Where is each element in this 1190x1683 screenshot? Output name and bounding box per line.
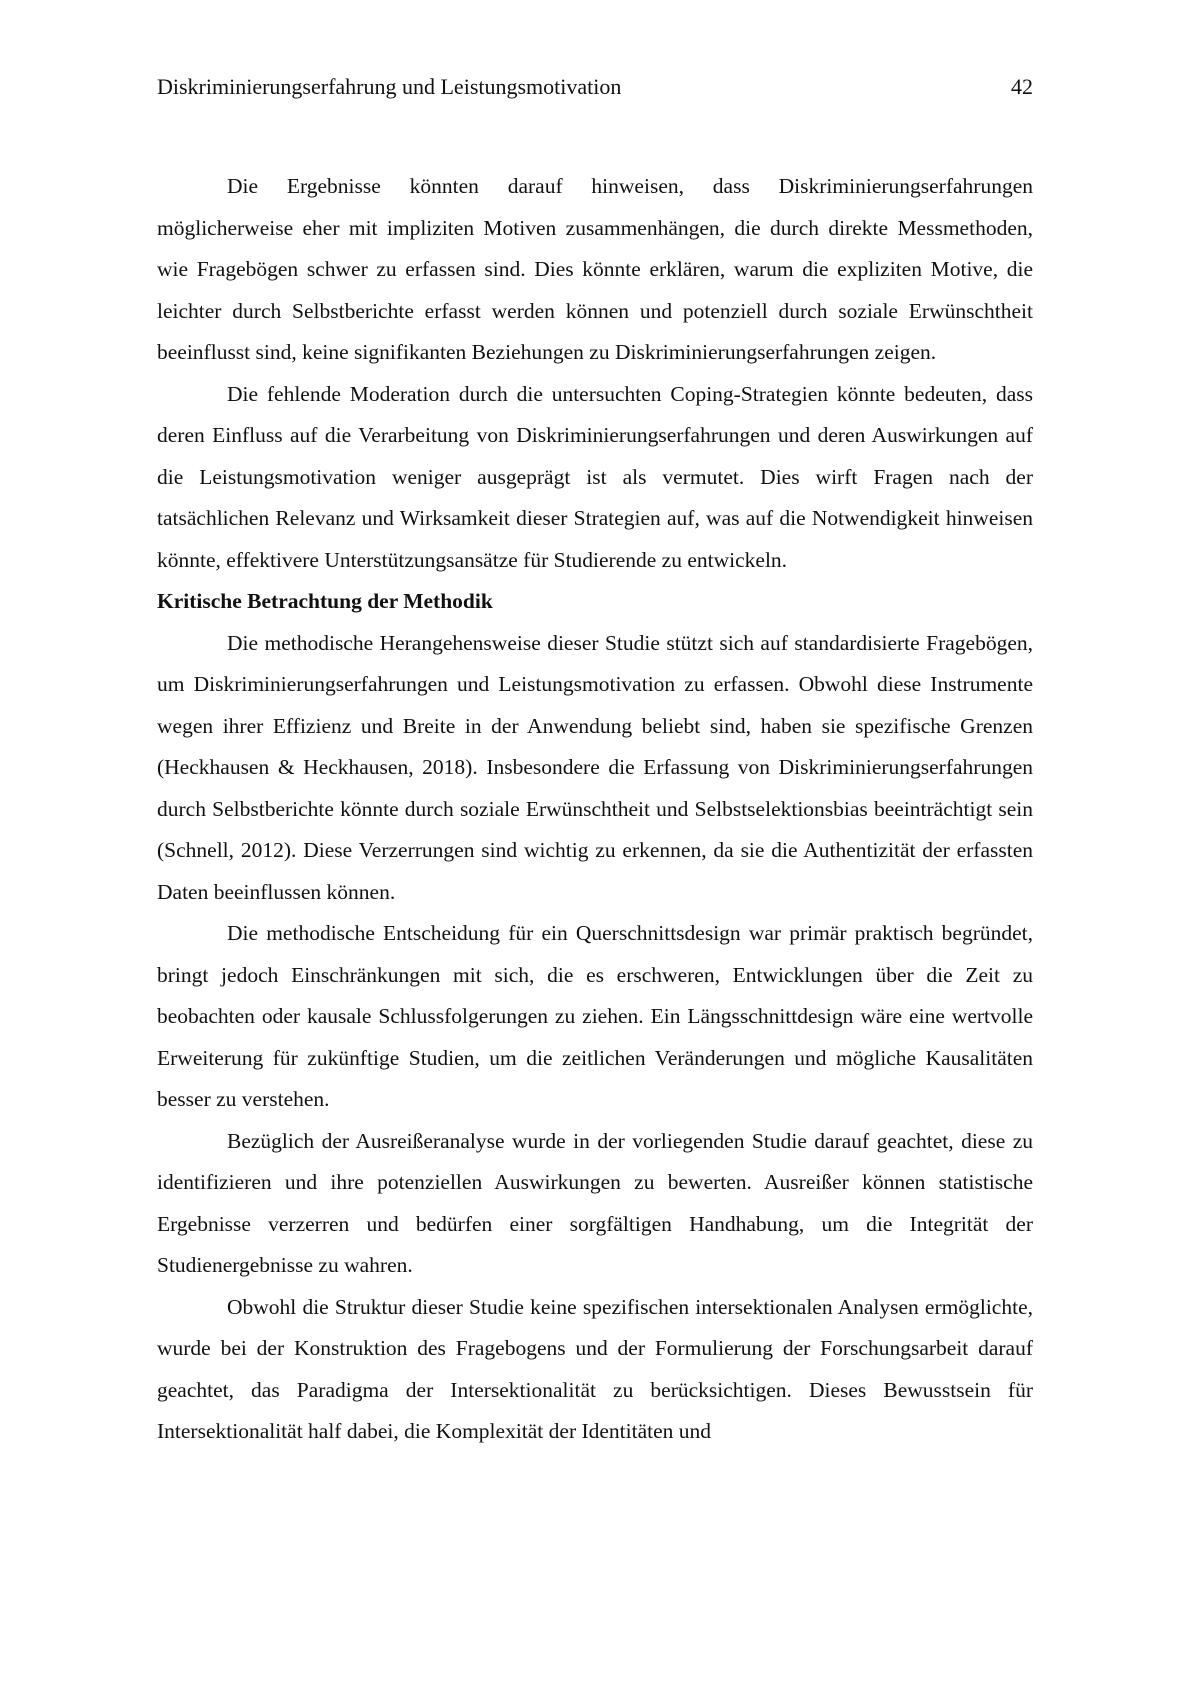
page-number: 42 [1011,74,1033,99]
paragraph-intersectionality: Obwohl die Struktur dieser Studie keine spezifischen intersektionalen Analysen ermöglichte, wurde bei der Konstruktion des Fragebogens und der Formulierung der Forschungsarbeit darauf geachtet, das Paradigma der Intersektionalität zu berücksichtigen. Dieses Bewusstsein für Intersektionalität half dabei, die Komplexität der Identitäten und [157,1294,1033,1443]
running-title: Diskriminierungserfahrung und Leistungsmotivation [157,74,622,99]
body-text [157,166,1033,1453]
section-heading: Kritische Betrachtung der Methodik [157,589,493,613]
paragraph-methodology: Die methodische Herangehensweise dieser Studie stützt sich auf standardisierte Fragebögen, um Diskriminierungserfahrungen und Leistungsmotivation zu erfassen. Obwohl diese Instrumente wegen ihrer Effizienz und Breite in der Anwendung beliebt sind, haben sie spezifische Grenzen (Heckhausen & Heckhausen, 2018). Insbesondere die Erfassung von Diskriminierungserfahrungen durch Selbstberichte könnte durch soziale Erwünschtheit und Selbstselektionsbias beeinträchtigt sein (Schnell, 2012). Diese Verzerrungen sind wichtig zu erkennen, da sie die Authentizität der erfassten Daten beeinflussen können. [157,630,1033,904]
paragraph-outlier-analysis: Bezüglich der Ausreißeranalyse wurde in der vorliegenden Studie darauf geachtet, diese zu identifizieren und ihre potenziellen Auswirkungen zu bewerten. Ausreißer können statistische Ergebnisse verzerren und bedürfen einer sorgfältigen Handhabung, um die Integrität der Studienergebnisse zu wahren. [157,1128,1033,1277]
paragraph-cross-sectional-design: Die methodische Entscheidung für ein Querschnittsdesign war primär praktisch begründet, bringt jedoch Einschränkungen mit sich, die es erschweren, Entwicklungen über die Zeit zu beobachten oder kausale Schlussfolgerungen zu ziehen. Ein Längsschnittdesign wäre eine wertvolle Erweiterung für zukünftige Studien, um die zeitlichen Veränderungen und mögliche Kausalitäten besser zu verstehen. [157,921,1033,1111]
running-head [157,72,1033,102]
paragraph-coping-moderation: Die fehlende Moderation durch die untersuchten Coping-Strategien könnte bedeuten, dass deren Einfluss auf die Verarbeitung von Diskriminierungserfahrungen und deren Auswirkungen auf die Leistungsmotivation weniger ausgeprägt ist als vermutet. Dies wirft Fragen nach der tatsächlichen Relevanz und Wirksamkeit dieser Strategien auf, was auf die Notwendigkeit hinweisen könnte, effektivere Unterstützungsansätze für Studierende zu entwickeln. [157,381,1033,572]
paragraph-results-implicit-motives: Die Ergebnisse könnten darauf hinweisen, dass Diskriminierungserfahrungen möglicherweise eher mit impliziten Motiven zusammenhängen, die durch direkte Messmethoden, wie Fragebögen schwer zu erfassen sind. Dies könnte erklären, warum die expliziten Motive, die leichter durch Selbstberichte erfasst werden können und potenziell durch soziale Erwünschtheit beeinflusst sind, keine signifikanten Beziehungen zu Diskriminierungserfahrungen zeigen. [157,174,1033,364]
